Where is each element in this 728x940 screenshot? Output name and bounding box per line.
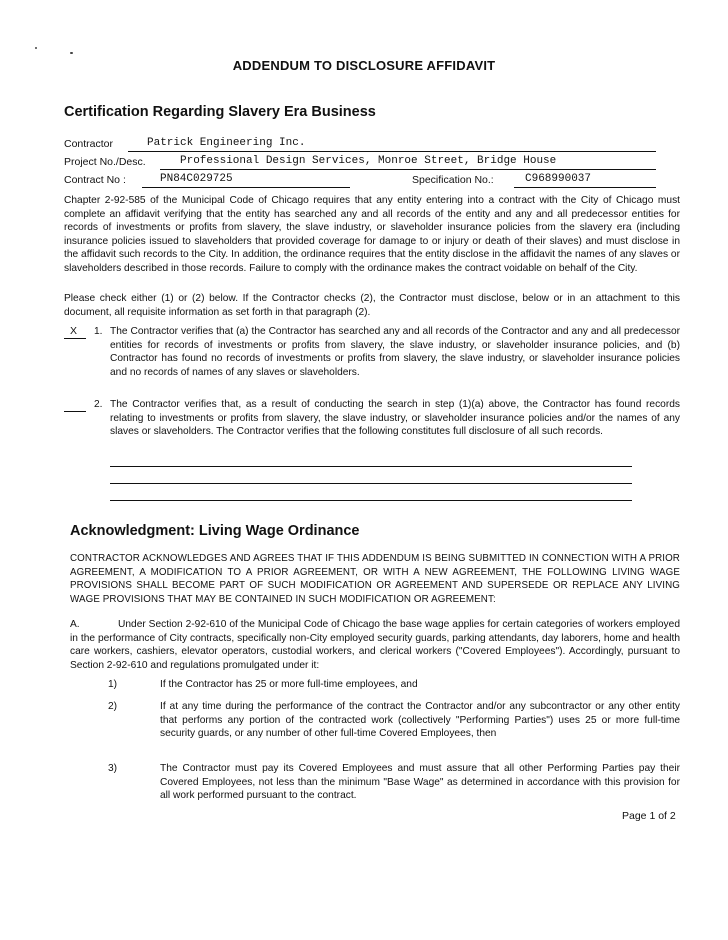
option1-text: The Contractor verifies that (a) the Contractor has searched any and all records of the Contractor and any and all predecessor entities for records of investments or profits from slavery, the slave industry, or slaveholder insurance policies, and (b) Contractor has found no records of investments or profits from slavery, the slave industry, or slaveholder insurance policies and no records of names of any slaves or slaveholders. [110,326,680,378]
item-text: If at any time during the performance of the contract the Contractor and/or any subcontractor or any other entity that performs any portion of the contracted work (collectively "Performing Parties") uses 25 or more full-time security guards, or any number of other full-time Covered Employees, then [160,701,680,739]
item-number: 2) [108,701,118,712]
acknowledgment-caps-paragraph: CONTRACTOR ACKNOWLEDGES AND AGREES THAT IF THIS ADDENDUM IS BEING SUBMITTED IN CONNECTION WITH A PRIOR AGREEMENT, A MODIFICATION TO A PRIOR AGREEMENT, OR WITH A NEW AGREEMENT, THE FOLLOWING LIVING WAGE PROVISIONS SHALL BECOME PART OF SUCH MODIFICATION OR AGREEMENT AND SUPERSEDE OR REPLACE ANY LIVING WAGE PROVISIONS THAT MAY BE CONTAINED IN SUCH MODIFICATION OR AGREEMENT: [70,553,680,605]
document-title: ADDENDUM TO DISCLOSURE AFFIDAVIT [232,58,496,73]
section-a-label: A. [70,619,80,630]
option1-checkmark[interactable]: X [70,325,78,337]
contract-value[interactable]: PN84C029725 [160,173,233,185]
scan-speck [35,47,37,49]
acknowledgment-heading: Acknowledgment: Living Wage Ordinance [70,523,360,539]
option2-number: 2. [94,399,103,410]
page-number: Page 1 of 2 [622,810,676,822]
option2-text: The Contractor verifies that, as a result of conducting the search in step (1)(a) above, the Contractor has found records relating to investments or profits from slavery, the slave industry, or slaveholder insurance policies and/or the names of any slaves or slaveholders. The Contractor verifies that the following constitutes full disclosure of all such records. [110,399,680,437]
disclosure-line[interactable] [110,466,632,467]
contractor-label: Contractor [64,138,114,150]
contract-label: Contract No : [64,174,126,186]
disclosure-line[interactable] [110,500,632,501]
certification-heading: Certification Regarding Slavery Era Business [64,104,376,120]
option1-number: 1. [94,326,103,337]
spec-value[interactable]: C968990037 [525,173,592,185]
project-label: Project No./Desc. [64,156,146,168]
option1-check-line [64,338,86,339]
spec-label: Specification No.: [412,174,494,186]
chapter-paragraph: Chapter 2-92-585 of the Municipal Code of Chicago requires that any entity entering into a contract with the City of Chicago must complete an affidavit verifying that the entity has searched any and all records of the entity and any and all predecessor entities for records of investments or profits from slavery, the slave industry, or slaveholder insurance policies from the slavery era (including insurance policies issued to slaveholders that provided coverage for damage to or injury or death of their slaves) and must disclose in the affidavit such records to the City. In addition, the ordinance requires that the entity disclose in the affidavit the names of any slaves or slaveholders described in those records. Failure to comply with the ordinance makes the contract voidable on behalf of the City. [64,195,680,274]
project-underline [160,169,656,170]
item-text: If the Contractor has 25 or more full-time employees, and [160,679,418,690]
spec-underline [514,187,656,188]
contractor-value[interactable]: Patrick Engineering Inc. [147,137,306,149]
option2-check-line[interactable] [64,411,86,412]
check-instructions: Please check either (1) or (2) below. If the Contractor checks (2), the Contractor must disclose, below or in an attachment to this document, all requisite information as set forth in that paragraph (2). [64,293,680,318]
contract-underline [142,187,350,188]
section-a-text: Under Section 2-92-610 of the Municipal Code of Chicago the base wage applies for certain categories of workers employed in the performance of City contracts, specifically non-City employed security guards, parking attendants, day laborers, home and health care workers, cashiers, elevator operators, custodial workers, and clerical workers ("Covered Employees"). Accordingly, pursuant to Section 2-92-610 and regulations promulgated under it: [70,619,680,671]
project-value[interactable]: Professional Design Services, Monroe Street, Bridge House [180,155,557,167]
contractor-underline [128,151,656,152]
scan-speck [70,52,73,54]
item-number: 1) [108,679,118,690]
item-number: 3) [108,763,118,774]
item-text: The Contractor must pay its Covered Employees and must assure that all other Performing Parties pay their Covered Employees, not less than the minimum "Base Wage" as determined in accordance with this provision for all work performed pursuant to the contract. [160,763,680,801]
disclosure-line[interactable] [110,483,632,484]
